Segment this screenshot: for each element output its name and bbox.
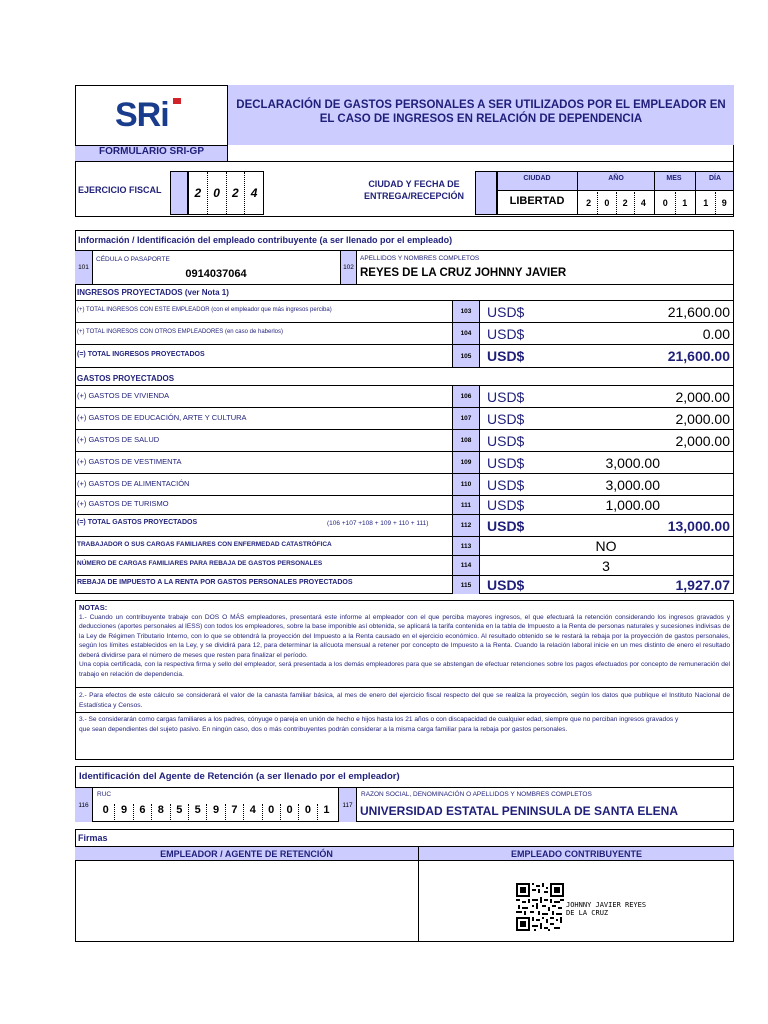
income-label: (+) TOTAL INGRESOS CON OTROS EMPLEADORES (en caso de haberlos) bbox=[77, 329, 284, 335]
city-date-label: CIUDAD Y FECHA DE ENTREGA/RECEPCIÓN bbox=[363, 179, 464, 201]
fiscal-year-digits bbox=[188, 171, 264, 215]
month-digit: 0 bbox=[656, 192, 676, 214]
catastrophic-value: NO bbox=[595, 538, 617, 554]
id-label: CÉDULA O PASAPORTE bbox=[96, 256, 170, 263]
currency-label: USD$ bbox=[487, 304, 525, 320]
currency-label: USD$ bbox=[487, 455, 525, 471]
dependents-label: NÚMERO DE CARGAS FAMILIARES PARA REBAJA DE GASTOS PERSONALES bbox=[77, 560, 323, 567]
expense-amount: 3,000.00 bbox=[605, 477, 660, 493]
ruc-digit: 1 bbox=[323, 804, 330, 816]
currency-label: USD$ bbox=[487, 348, 525, 364]
agent-name-value: UNIVERSIDAD ESTATAL PENINSULA DE SANTA ELENA bbox=[360, 804, 679, 818]
ruc-digit: 0 bbox=[299, 804, 317, 820]
currency-label: USD$ bbox=[487, 518, 525, 534]
expense-row bbox=[75, 408, 734, 430]
income-total-amount: 21,600.00 bbox=[667, 348, 730, 364]
ruc-digit: 0 bbox=[263, 804, 281, 820]
employee-section-title: Información / Identificación del empleado contribuyente (a ser llenado por el empleado) bbox=[78, 235, 453, 245]
dependents-code: 114 bbox=[452, 556, 480, 575]
expense-row bbox=[75, 430, 734, 452]
logo-accent-icon bbox=[173, 98, 181, 104]
expense-row bbox=[75, 452, 734, 474]
year-digit: 2 bbox=[617, 192, 635, 214]
currency-label: USD$ bbox=[487, 411, 525, 427]
ruc-digit: 5 bbox=[171, 804, 189, 820]
income-total-label: (=) TOTAL INGRESOS PROYECTADOS bbox=[77, 351, 205, 358]
city-date-spacer bbox=[475, 171, 497, 215]
signatures-title: Firmas bbox=[78, 833, 108, 843]
name-value: REYES DE LA CRUZ JOHNNY JAVIER bbox=[360, 267, 567, 279]
ruc-digit: 4 bbox=[244, 804, 262, 820]
month-digits bbox=[656, 192, 694, 214]
expense-total-label: (=) TOTAL GASTOS PROYECTADOS bbox=[77, 519, 198, 526]
date-sep-2 bbox=[654, 171, 655, 215]
expense-code: 110 bbox=[452, 474, 480, 495]
fiscal-digit: 4 bbox=[250, 186, 258, 200]
currency-label: USD$ bbox=[487, 477, 525, 493]
rebate-label: REBAJA DE IMPUESTO A LA RENTA POR GASTOS PERSONALES PROYECTADOS bbox=[77, 579, 353, 586]
agent-name-code: 117 bbox=[338, 788, 357, 822]
city-value: LIBERTAD bbox=[509, 195, 565, 207]
expense-label: (+) GASTOS DE ALIMENTACIÓN bbox=[77, 479, 190, 488]
ruc-label: RUC bbox=[97, 791, 112, 798]
expense-total-formula: (106 +107 +108 + 109 + 110 + 111) bbox=[327, 520, 429, 527]
expense-row bbox=[75, 474, 734, 496]
income-total-code: 105 bbox=[452, 345, 480, 367]
id-code: 101 bbox=[75, 251, 93, 284]
fiscal-year-label: EJERCICIO FISCAL bbox=[78, 185, 162, 195]
expense-code: 108 bbox=[452, 430, 480, 451]
income-row bbox=[75, 301, 734, 323]
day-digit: 9 bbox=[721, 198, 727, 208]
date-sep-1 bbox=[577, 171, 578, 215]
note-1b: Una copia certificada, con la respectiva firma y sello del empleador, será presentada a los demás empleadores para que se abstengan de efectuar retenciones sobre los pagos efectuados por concepto de remuneración del trabajo en relación de dependencia. bbox=[79, 661, 730, 678]
expense-amount: 2,000.00 bbox=[675, 389, 730, 405]
note-1: 1.- Cuando un contribuyente trabaje con DOS O MÁS empleadores, presentará este informe al empleador con el que perciba mayores ingresos, el que efectuará la retención considerando los ingresos gravados y deducciones (aportes personales al IESS) con todos los empleadores, sobre la base imponible así obtenida, se aplicará la tarifa contenida en la tabla de Impuesto a la Renta de personas naturales y sucesiones indivisas de la Ley de Régimen Tributario Interno, con lo que se obtendrá la proyección del Impuesto a la Renta causado en el ejercicio económico. Al resultado obtenido se le restará la rebaja por la proyección de gastos personales, según los límites establecidos en la Ley, y se dividirá para 12, para determinar la alícuota mensual a retener por concepto de Impuesto a la Renta. Cuando la relación laboral inicie en un mes distinto de enero el resultado deberá dividirse para el número de meses que resten para finalizar el período. bbox=[79, 613, 730, 659]
expenses-title: GASTOS PROYECTADOS bbox=[77, 374, 175, 383]
currency-label: USD$ bbox=[487, 497, 525, 513]
catastrophic-label: TRABAJADOR O SUS CARGAS FAMILIARES CON ENFERMEDAD CATASTRÓFICA bbox=[77, 541, 332, 548]
sri-logo: SRi bbox=[115, 96, 169, 134]
rebate-row bbox=[75, 576, 734, 594]
currency-label: USD$ bbox=[487, 326, 525, 342]
expense-total-code: 112 bbox=[452, 515, 480, 536]
expense-amount: 2,000.00 bbox=[675, 433, 730, 449]
expense-row bbox=[75, 386, 734, 408]
notes-divider bbox=[76, 687, 733, 688]
expense-code: 109 bbox=[452, 452, 480, 473]
agent-divider bbox=[75, 787, 734, 788]
qr-code-icon bbox=[516, 883, 564, 931]
catastrophic-row bbox=[75, 537, 734, 556]
agent-name-label: RAZON SOCIAL, DENOMINACIÓN O APELLIDOS Y NOMBRES COMPLETOS bbox=[361, 791, 592, 798]
employee-title-row bbox=[75, 230, 734, 251]
year-digit: 2 bbox=[580, 192, 598, 214]
employee-sign-label: EMPLEADO CONTRIBUYENTE bbox=[510, 849, 642, 859]
expense-code: 107 bbox=[452, 408, 480, 429]
ruc-digit: 6 bbox=[134, 804, 152, 820]
ruc-digit: 0 bbox=[281, 804, 299, 820]
expense-total-row bbox=[75, 515, 734, 537]
header-divider bbox=[75, 161, 734, 162]
income-amount: 0.00 bbox=[702, 326, 730, 342]
month-digit: 1 bbox=[682, 198, 688, 208]
fiscal-digit: 0 bbox=[208, 172, 227, 214]
rebate-code: 115 bbox=[452, 576, 480, 594]
dependents-value: 3 bbox=[602, 558, 610, 574]
name-label: APELLIDOS Y NOMBRES COMPLETOS bbox=[360, 255, 480, 262]
date-sep-3 bbox=[695, 171, 696, 215]
expense-label: (+) GASTOS DE TURISMO bbox=[77, 499, 169, 508]
form-code: FORMULARIO SRI-GP bbox=[99, 146, 204, 157]
currency-label: USD$ bbox=[487, 389, 525, 405]
expense-label: (+) GASTOS DE EDUCACIÓN, ARTE Y CULTURA bbox=[77, 413, 247, 422]
ruc-digit: 5 bbox=[189, 804, 207, 820]
day-digit: 1 bbox=[697, 192, 716, 214]
expense-label: (+) GASTOS DE SALUD bbox=[77, 435, 160, 444]
note-2: 2.- Para efectos de este cálculo se considerará el valor de la canasta familiar básica, al mes de enero del ejercicio fiscal respecto del que se realiza la proyección, según los datos que publique el Instituto Nacional de Estadística y Censos. bbox=[79, 692, 730, 709]
id-value: 0914037064 bbox=[185, 268, 247, 280]
sig-col-divider bbox=[418, 847, 419, 942]
expense-label: (+) GASTOS DE VESTIMENTA bbox=[77, 457, 182, 466]
income-row bbox=[75, 323, 734, 345]
fiscal-digit: 2 bbox=[189, 172, 208, 214]
month-col-header: MES bbox=[666, 175, 682, 182]
name-code: 102 bbox=[340, 251, 357, 284]
dependents-row bbox=[75, 556, 734, 576]
catastrophic-code: 113 bbox=[452, 537, 480, 555]
city-col-header: CIUDAD bbox=[523, 175, 551, 182]
day-digits bbox=[697, 192, 733, 214]
currency-label: USD$ bbox=[487, 577, 525, 593]
day-col-header: DÍA bbox=[708, 175, 722, 182]
form-title: DECLARACIÓN DE GASTOS PERSONALES A SER UTILIZADOS POR EL EMPLEADOR EN EL CASO DE INGRESOS EN RELACIÓN DE DEPENDENCIA bbox=[236, 99, 726, 125]
employer-sign-label: EMPLEADOR / AGENTE DE RETENCIÓN bbox=[160, 849, 333, 859]
expense-amount: 2,000.00 bbox=[675, 411, 730, 427]
ruc-digit: 9 bbox=[207, 804, 225, 820]
notes-divider bbox=[76, 712, 733, 713]
signature-name-line-1: JOHNNY JAVIER REYES bbox=[566, 901, 647, 909]
agent-section-title: Identificación del Agente de Retención (a ser llenado por el empleador) bbox=[79, 771, 400, 782]
fiscal-spacer bbox=[170, 171, 188, 215]
ruc-digit: 8 bbox=[152, 804, 170, 820]
expense-amount: 3,000.00 bbox=[605, 455, 660, 471]
notes-box bbox=[75, 600, 734, 760]
ruc-digit: 9 bbox=[115, 804, 133, 820]
currency-label: USD$ bbox=[487, 433, 525, 449]
expense-total-amount: 13,000.00 bbox=[667, 518, 730, 534]
income-title-row bbox=[75, 285, 734, 301]
ruc-digits bbox=[97, 804, 335, 820]
income-title: INGRESOS PROYECTADOS (ver Nota 1) bbox=[77, 288, 229, 297]
year-digits bbox=[580, 192, 652, 214]
income-code: 103 bbox=[452, 301, 480, 322]
income-amount: 21,600.00 bbox=[667, 304, 730, 320]
expense-label: (+) GASTOS DE VIVIENDA bbox=[77, 391, 170, 400]
signature-name-line-2: DE LA CRUZ bbox=[566, 909, 609, 917]
year-digit: 4 bbox=[640, 198, 646, 208]
expense-code: 106 bbox=[452, 386, 480, 407]
expenses-title-row bbox=[75, 368, 734, 386]
note-3: 3.- Se considerarán como cargas familiares a los padres, cónyuge o pareja en unión de hecho e hijos hasta los 21 años o con discapacidad de cualquier edad, siempre que no perciban ingresos gravados y bbox=[79, 716, 679, 723]
note-3b: que sean dependientes del sujeto pasivo. En ningún caso, dos o más contribuyentes podrán considerar a la misma carga familiar para la rebaja por gastos personales. bbox=[79, 725, 568, 733]
fiscal-digit: 2 bbox=[227, 172, 246, 214]
expense-amount: 1,000.00 bbox=[605, 497, 660, 513]
ruc-code: 116 bbox=[75, 788, 93, 822]
expense-code: 111 bbox=[452, 496, 480, 514]
notes-title: NOTAS: bbox=[79, 603, 108, 612]
rebate-amount: 1,927.07 bbox=[675, 577, 730, 593]
ruc-digit: 7 bbox=[226, 804, 244, 820]
employee-data-row bbox=[75, 251, 734, 285]
income-code: 104 bbox=[452, 323, 480, 344]
income-total-row bbox=[75, 345, 734, 368]
income-label: (+) TOTAL INGRESOS CON ESTE EMPLEADOR (con el empleador que más ingresos perciba) bbox=[77, 307, 332, 313]
ruc-digit: 0 bbox=[97, 804, 115, 820]
expense-row bbox=[75, 496, 734, 515]
year-col-header: AÑO bbox=[608, 175, 624, 182]
year-digit: 0 bbox=[598, 192, 616, 214]
